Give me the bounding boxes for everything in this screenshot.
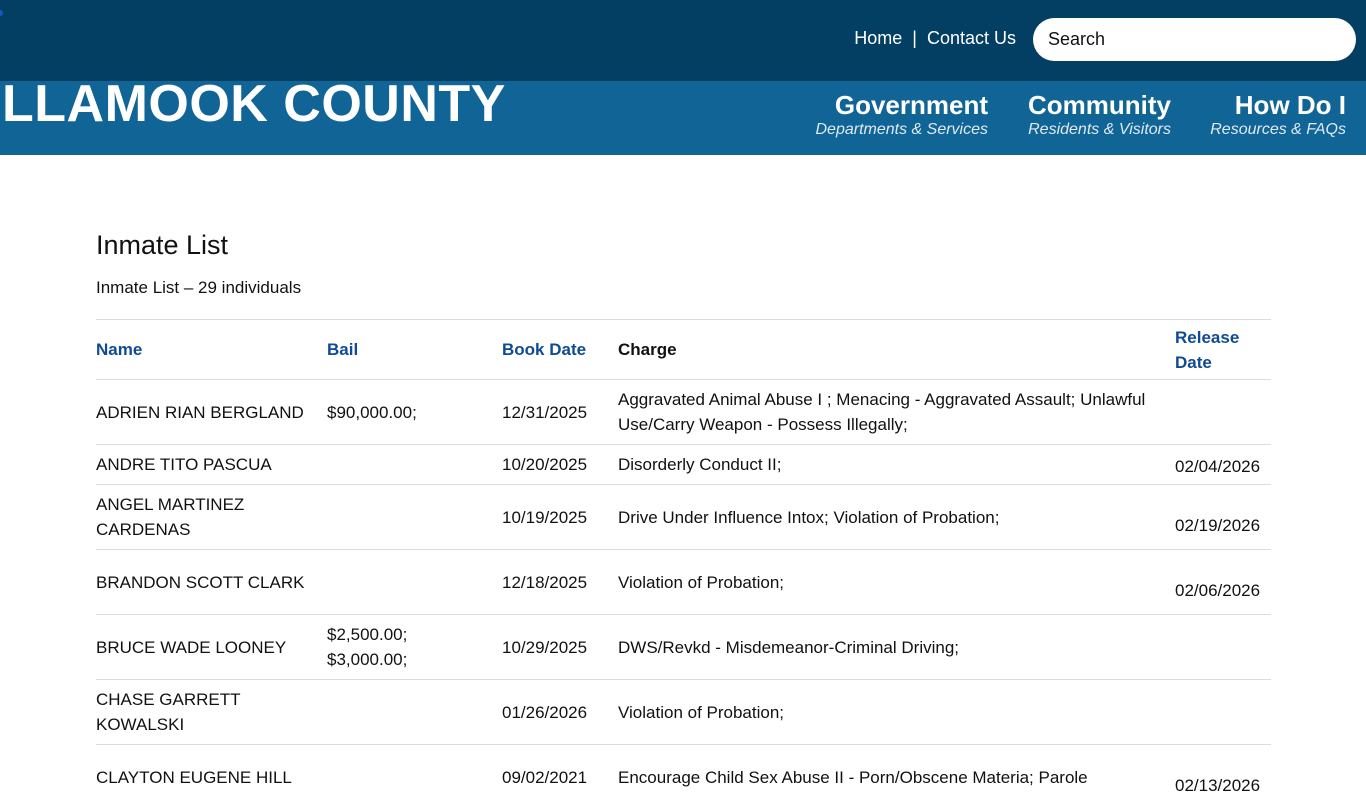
header-book-date[interactable] xyxy=(502,320,610,380)
nav-government-title: Government xyxy=(834,90,988,120)
sort-by-book-date-link[interactable]: Book Date xyxy=(502,340,587,359)
table-row xyxy=(96,445,1271,485)
nav-government-subtitle: Departments & Services xyxy=(815,121,988,138)
inmate-table xyxy=(96,319,1271,810)
cell-release-date xyxy=(1175,680,1271,745)
cell-charge: Encourage Child Sex Abuse II - Porn/Obscene Materia; Parole xyxy=(610,745,1175,810)
nav-how-do-i-subtitle: Resources & FAQs xyxy=(1210,121,1346,138)
cell-name: ANGEL MARTINEZ CARDENAS xyxy=(96,485,327,550)
nav-how-do-i[interactable] xyxy=(1210,89,1346,139)
contact-us-link[interactable]: Contact Us xyxy=(926,28,1016,48)
cell-charge: Violation of Probation; xyxy=(610,680,1175,745)
cell-bail xyxy=(327,550,502,615)
sort-by-release-date-link[interactable]: Release Date xyxy=(1175,327,1240,372)
focus-indicator xyxy=(0,10,3,16)
cell-book-date: 12/31/2025 xyxy=(502,380,610,445)
cell-release-date xyxy=(1175,380,1271,445)
table-row xyxy=(96,380,1271,445)
header-release-date[interactable] xyxy=(1175,320,1271,380)
header-bail[interactable] xyxy=(327,320,502,380)
cell-name: BRANDON SCOTT CLARK xyxy=(96,550,327,615)
cell-release-date: 02/06/2026 xyxy=(1175,550,1271,615)
main-content xyxy=(96,228,1271,298)
cell-release-date: 02/19/2026 xyxy=(1175,485,1271,550)
cell-book-date: 10/19/2025 xyxy=(502,485,610,550)
table-row xyxy=(96,615,1271,680)
cell-charge: Drive Under Influence Intox; Violation of Probation; xyxy=(610,485,1175,550)
cell-name: ADRIEN RIAN BERGLAND xyxy=(96,380,327,445)
county-logo-title[interactable]: LLAMOOK COUNTY xyxy=(2,75,506,133)
search-input[interactable] xyxy=(1033,18,1356,61)
cell-bail xyxy=(327,445,502,485)
nav-community[interactable] xyxy=(1028,89,1171,139)
cell-book-date: 09/02/2021 xyxy=(502,745,610,810)
top-utility-bar xyxy=(0,0,1366,81)
cell-charge: Aggravated Animal Abuse I ; Menacing - Aggravated Assault; Unlawful Use/Carry Weapon - Possess Illegally; xyxy=(610,380,1175,445)
table-header-row xyxy=(96,320,1271,380)
cell-bail xyxy=(327,745,502,810)
cell-release-date: 02/13/2026 xyxy=(1175,745,1271,810)
cell-release-date: 02/04/2026 xyxy=(1175,445,1271,485)
nav-community-subtitle: Residents & Visitors xyxy=(1028,121,1171,138)
cell-release-date xyxy=(1175,615,1271,680)
cell-bail xyxy=(327,680,502,745)
cell-book-date: 01/26/2026 xyxy=(502,680,610,745)
nav-community-title: Community xyxy=(1028,90,1171,120)
inmate-count-subtitle: Inmate List – 29 individuals xyxy=(96,278,302,297)
cell-book-date: 12/18/2025 xyxy=(502,550,610,615)
cell-bail: $90,000.00; xyxy=(327,380,502,445)
table-row xyxy=(96,485,1271,550)
cell-book-date: 10/20/2025 xyxy=(502,445,610,485)
sort-by-bail-link[interactable]: Bail xyxy=(327,340,359,359)
link-separator: | xyxy=(912,28,917,48)
table-row xyxy=(96,680,1271,745)
cell-charge: Disorderly Conduct II; xyxy=(610,445,1175,485)
cell-book-date: 10/29/2025 xyxy=(502,615,610,680)
nav-government[interactable] xyxy=(815,89,988,139)
cell-name: ANDRE TITO PASCUA xyxy=(96,445,327,485)
header-name[interactable] xyxy=(96,320,327,380)
utility-links xyxy=(854,28,1016,49)
cell-name: BRUCE WADE LOONEY xyxy=(96,615,327,680)
nav-how-do-i-title: How Do I xyxy=(1234,90,1346,120)
cell-bail xyxy=(327,485,502,550)
cell-bail: $2,500.00; $3,000.00; xyxy=(327,615,502,680)
sort-by-name-link[interactable]: Name xyxy=(96,340,143,359)
cell-name: CHASE GARRETT KOWALSKI xyxy=(96,680,327,745)
home-link[interactable]: Home xyxy=(854,28,903,48)
cell-charge: DWS/Revkd - Misdemeanor-Criminal Driving; xyxy=(610,615,1175,680)
page-title: Inmate List xyxy=(96,230,229,260)
cell-charge: Violation of Probation; xyxy=(610,550,1175,615)
header-charge: Charge xyxy=(610,320,1175,380)
table-row xyxy=(96,550,1271,615)
cell-name: CLAYTON EUGENE HILL xyxy=(96,745,327,810)
table-row xyxy=(96,745,1271,810)
